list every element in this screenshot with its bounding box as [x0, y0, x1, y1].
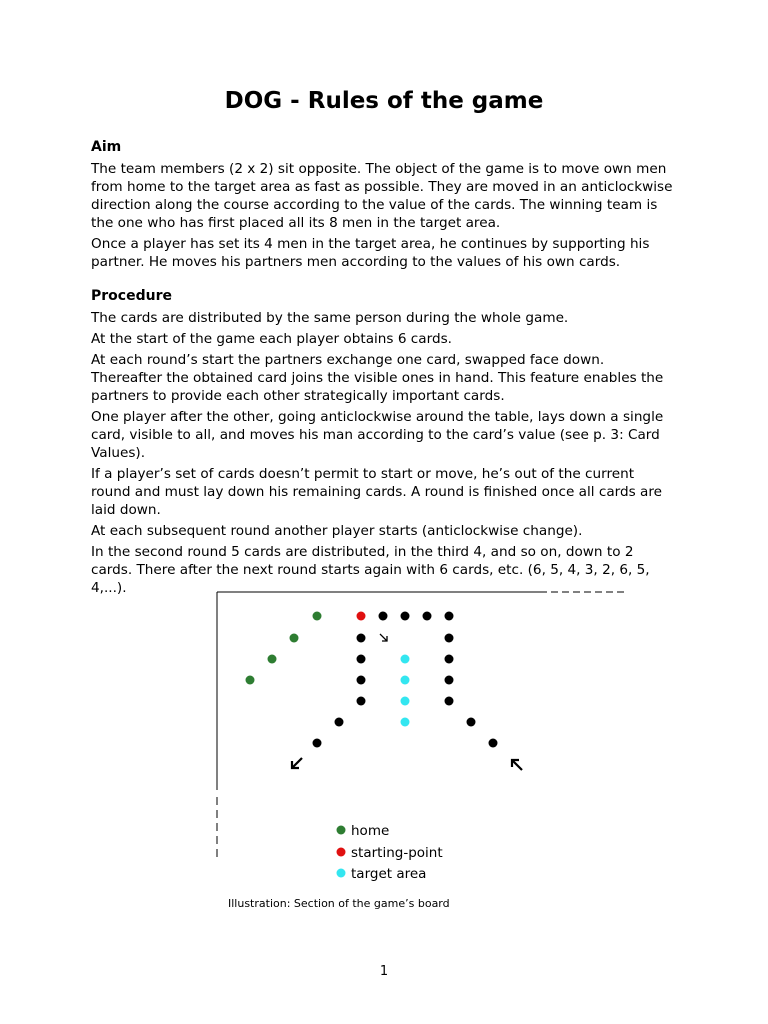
- legend-home-swatch: [337, 826, 346, 835]
- track-dot: [357, 655, 366, 664]
- legend: [337, 823, 443, 861]
- home-dot: [313, 612, 322, 621]
- arrow-up-left-icon: [512, 760, 522, 770]
- procedure-paragraph-3: At each round’s start the partners exchange one card, swapped face down. Thereafter the obtained card joins the visible ones in hand. This feature enables the partners to provide each other strategically important cards.: [91, 352, 664, 404]
- track-dot: [489, 739, 498, 748]
- illustration-caption: Illustration: Section of the game’s board: [228, 897, 450, 910]
- legend-target-area-swatch: [337, 869, 346, 878]
- procedure-paragraph-5: If a player’s set of cards doesn’t permit to start or move, he’s out of the current round and must lay down his remaining cards. A round is finished once all cards are laid down.: [91, 466, 663, 518]
- target-area-dot: [401, 676, 410, 685]
- track-dot: [423, 612, 432, 621]
- home-dot: [246, 676, 255, 685]
- legend-starting-point-swatch: [337, 848, 346, 857]
- target-area-dot: [401, 697, 410, 706]
- procedure-paragraph-2: At the start of the game each player obtains 6 cards.: [91, 331, 452, 347]
- track-dot: [357, 676, 366, 685]
- arrow-down-left-icon: [292, 758, 302, 768]
- track-dot: [379, 612, 388, 621]
- track-dot: [445, 655, 454, 664]
- track-dot: [445, 676, 454, 685]
- board-illustration: [210, 585, 630, 865]
- legend-home-label: home: [351, 823, 390, 839]
- track-dot: [335, 718, 344, 727]
- track-dot: [445, 697, 454, 706]
- track-dot: [445, 634, 454, 643]
- document-body: [91, 138, 676, 600]
- procedure-paragraph-6: At each subsequent round another player starts (anticlockwise change).: [91, 523, 583, 539]
- section-heading-procedure: Procedure: [91, 288, 172, 304]
- track-dot: [401, 612, 410, 621]
- legend-target-row: [330, 862, 450, 884]
- track-dot: [445, 612, 454, 621]
- home-dot: [268, 655, 277, 664]
- aim-paragraph-2: Once a player has set its 4 men in the target area, he continues by supporting his partner. He moves his partners men according to the values of his own cards.: [91, 236, 650, 270]
- target-area-dot: [401, 718, 410, 727]
- track-dot: [357, 634, 366, 643]
- procedure-paragraph-1: The cards are distributed by the same person during the whole game.: [91, 310, 569, 326]
- legend-target-area-label: target area: [351, 866, 427, 882]
- track-dot: [313, 739, 322, 748]
- track-dot: [357, 697, 366, 706]
- page-number: 1: [379, 964, 389, 979]
- target-area-dot: [401, 655, 410, 664]
- arrow-down-right-icon: [380, 634, 387, 641]
- section-heading-aim: Aim: [91, 139, 122, 155]
- page-title: DOG - Rules of the game: [224, 88, 544, 114]
- legend-starting-point-label: starting-point: [351, 845, 443, 861]
- procedure-paragraph-7: In the second round 5 cards are distributed, in the third 4, and so on, down to 2 cards. There after the next round starts again with 6 cards, etc. (6, 5, 4, 3, 2, 6, 5, 4,...).: [91, 544, 650, 596]
- track-dot: [467, 718, 476, 727]
- home-dot: [290, 634, 299, 643]
- starting-point-dot: [357, 612, 366, 621]
- procedure-paragraph-4: One player after the other, going anticlockwise around the table, lays down a single card, visible to all, and moves his man according to the card’s value (see p. 3: Card Values).: [91, 409, 664, 461]
- aim-paragraph-1: The team members (2 x 2) sit opposite. The object of the game is to move own men from home to the target area as fast as possible. They are moved in an anticlockwise direction along the course according to the value of the cards. The winning team is the one who has first placed all its 8 men in the target area.: [91, 161, 673, 231]
